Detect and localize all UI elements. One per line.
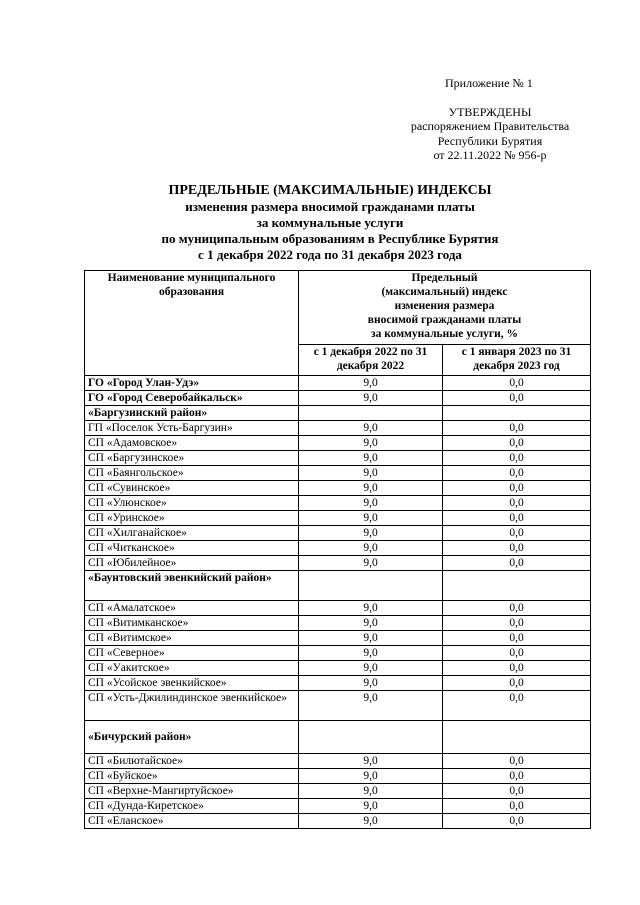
index-2023: 0,0 bbox=[443, 526, 591, 541]
municipality-name: СП «Сувинское» bbox=[85, 481, 299, 496]
table-row bbox=[85, 421, 591, 436]
municipality-name: СП «Витимканское» bbox=[85, 616, 299, 631]
index-2022: 9,0 bbox=[299, 646, 443, 661]
index-2022: 9,0 bbox=[299, 466, 443, 481]
index-2023: 0,0 bbox=[443, 376, 591, 391]
municipality-name: «Баргузинский район» bbox=[85, 406, 299, 421]
table-row bbox=[85, 511, 591, 526]
index-2022: 9,0 bbox=[299, 511, 443, 526]
title-line-2: изменения размера вносимой гражданами платы bbox=[185, 199, 475, 214]
municipality-name: СП «Усть-Джилиндинское эвенкийское» bbox=[85, 691, 299, 721]
table-row bbox=[85, 646, 591, 661]
table-row bbox=[85, 526, 591, 541]
index-2022: 9,0 bbox=[299, 769, 443, 784]
index-2023: 0,0 bbox=[443, 601, 591, 616]
index-2022: 9,0 bbox=[299, 691, 443, 721]
index-2022: 9,0 bbox=[299, 631, 443, 646]
index-2022: 9,0 bbox=[299, 526, 443, 541]
appendix-number: Приложение № 1 bbox=[445, 76, 533, 90]
municipality-name: СП «Улюнское» bbox=[85, 496, 299, 511]
municipality-name: СП «Дунда-Киретское» bbox=[85, 799, 299, 814]
table-row bbox=[85, 466, 591, 481]
index-2023: 0,0 bbox=[443, 541, 591, 556]
table-row bbox=[85, 784, 591, 799]
index-2023: 0,0 bbox=[443, 784, 591, 799]
header-period-1: с 1 декабря 2022 по 31 декабря 2022 bbox=[299, 345, 443, 376]
table-row bbox=[85, 481, 591, 496]
approval-line-1: распоряжением Правительства bbox=[410, 119, 570, 133]
index-2023: 0,0 bbox=[443, 799, 591, 814]
municipality-name: СП «Верхне-Мангиртуйское» bbox=[85, 784, 299, 799]
header-index-line: (максимальный) индекс bbox=[381, 286, 508, 298]
table-row bbox=[85, 571, 591, 601]
index-2023: 0,0 bbox=[443, 436, 591, 451]
municipality-name: ГО «Город Улан-Удэ» bbox=[85, 376, 299, 391]
index-2023: 0,0 bbox=[443, 556, 591, 571]
municipality-name: СП «Буйское» bbox=[85, 769, 299, 784]
table-row bbox=[85, 769, 591, 784]
index-2023: 0,0 bbox=[443, 451, 591, 466]
title-line-1: ПРЕДЕЛЬНЫЕ (МАКСИМАЛЬНЫЕ) ИНДЕКСЫ bbox=[168, 183, 492, 198]
approval-line-2: Республики Бурятия bbox=[437, 133, 543, 148]
table-row bbox=[85, 661, 591, 676]
table-row bbox=[85, 451, 591, 466]
table-row bbox=[85, 616, 591, 631]
index-2023: 0,0 bbox=[443, 391, 591, 406]
header-municipality: Наименование муниципального образования bbox=[85, 271, 299, 376]
municipality-name: СП «Северное» bbox=[85, 646, 299, 661]
index-2023: 0,0 bbox=[443, 676, 591, 691]
table-row bbox=[85, 391, 591, 406]
municipality-name: «Бичурский район» bbox=[85, 721, 299, 754]
index-2023: 0,0 bbox=[443, 814, 591, 829]
approved-label: УТВЕРЖДЕНЫ bbox=[448, 104, 532, 119]
index-2022 bbox=[299, 571, 443, 601]
table-row bbox=[85, 556, 591, 571]
title-line-5: с 1 декабря 2022 года по 31 декабря 2023 года bbox=[198, 247, 462, 262]
table-row bbox=[85, 676, 591, 691]
municipality-name: СП «Адамовское» bbox=[85, 436, 299, 451]
table-row bbox=[85, 754, 591, 769]
index-2022: 9,0 bbox=[299, 676, 443, 691]
table-row bbox=[85, 631, 591, 646]
index-2023: 0,0 bbox=[443, 631, 591, 646]
municipality-name: СП «Баянгольское» bbox=[85, 466, 299, 481]
index-2022: 9,0 bbox=[299, 814, 443, 829]
index-2022: 9,0 bbox=[299, 436, 443, 451]
table-row bbox=[85, 376, 591, 391]
index-2022 bbox=[299, 406, 443, 421]
index-2022: 9,0 bbox=[299, 784, 443, 799]
index-2023: 0,0 bbox=[443, 496, 591, 511]
index-2022: 9,0 bbox=[299, 661, 443, 676]
index-2022: 9,0 bbox=[299, 391, 443, 406]
municipality-name: ГО «Город Северобайкальск» bbox=[85, 391, 299, 406]
municipality-name: СП «Уринское» bbox=[85, 511, 299, 526]
table-row bbox=[85, 406, 591, 421]
index-2023 bbox=[443, 721, 591, 754]
municipality-name: СП «Уакитское» bbox=[85, 661, 299, 676]
table-row bbox=[85, 814, 591, 829]
approval-block bbox=[395, 76, 585, 163]
index-2022: 9,0 bbox=[299, 601, 443, 616]
approval-line-3: от 22.11.2022 № 956-р bbox=[433, 148, 547, 162]
index-2022: 9,0 bbox=[299, 421, 443, 436]
table-row bbox=[85, 496, 591, 511]
title-line-3: за коммунальные услуги bbox=[256, 215, 404, 230]
index-2023: 0,0 bbox=[443, 691, 591, 721]
index-2022: 9,0 bbox=[299, 481, 443, 496]
index-2023: 0,0 bbox=[443, 769, 591, 784]
municipality-name: СП «Амалатское» bbox=[85, 601, 299, 616]
municipality-name: СП «Усойское эвенкийское» bbox=[85, 676, 299, 691]
table-row bbox=[85, 721, 591, 754]
index-2023: 0,0 bbox=[443, 616, 591, 631]
table-row bbox=[85, 436, 591, 451]
table-row bbox=[85, 601, 591, 616]
index-2023: 0,0 bbox=[443, 754, 591, 769]
index-2023 bbox=[443, 406, 591, 421]
index-2022: 9,0 bbox=[299, 496, 443, 511]
table-row bbox=[85, 799, 591, 814]
index-2023: 0,0 bbox=[443, 646, 591, 661]
index-2022: 9,0 bbox=[299, 799, 443, 814]
index-2023: 0,0 bbox=[443, 466, 591, 481]
index-2022: 9,0 bbox=[299, 754, 443, 769]
title-line-4: по муниципальным образованиям в Республике Бурятия bbox=[161, 231, 499, 246]
index-2023: 0,0 bbox=[443, 661, 591, 676]
header-index-line: изменения размера bbox=[394, 300, 495, 312]
document-title bbox=[80, 183, 580, 263]
header-period-2: с 1 января 2023 по 31 декабря 2023 год bbox=[443, 345, 591, 376]
municipality-name: СП «Еланское» bbox=[85, 814, 299, 829]
header-index-line: за коммунальные услуги, % bbox=[370, 328, 519, 340]
index-2023: 0,0 bbox=[443, 481, 591, 496]
index-2023: 0,0 bbox=[443, 421, 591, 436]
table-row bbox=[85, 691, 591, 721]
municipality-name: СП «Билютайское» bbox=[85, 754, 299, 769]
municipality-name: ГП «Поселок Усть-Баргузин» bbox=[85, 421, 299, 436]
municipality-name: СП «Хилганайское» bbox=[85, 526, 299, 541]
index-2022: 9,0 bbox=[299, 376, 443, 391]
index-2022: 9,0 bbox=[299, 451, 443, 466]
index-2022: 9,0 bbox=[299, 556, 443, 571]
index-2022: 9,0 bbox=[299, 616, 443, 631]
index-table bbox=[84, 270, 591, 829]
index-2023 bbox=[443, 571, 591, 601]
header-index-line: вносимой гражданами платы bbox=[367, 314, 522, 326]
table-body bbox=[85, 376, 591, 829]
municipality-name: СП «Баргузинское» bbox=[85, 451, 299, 466]
index-2023: 0,0 bbox=[443, 511, 591, 526]
index-2022: 9,0 bbox=[299, 541, 443, 556]
header-index-line: Предельный bbox=[411, 272, 478, 284]
municipality-name: СП «Читканское» bbox=[85, 541, 299, 556]
municipality-name: СП «Юбилейное» bbox=[85, 556, 299, 571]
index-2022 bbox=[299, 721, 443, 754]
municipality-name: «Баунтовский эвенкийский район» bbox=[85, 571, 299, 601]
municipality-name: СП «Витимское» bbox=[85, 631, 299, 646]
table-row bbox=[85, 541, 591, 556]
header-index bbox=[299, 271, 591, 345]
